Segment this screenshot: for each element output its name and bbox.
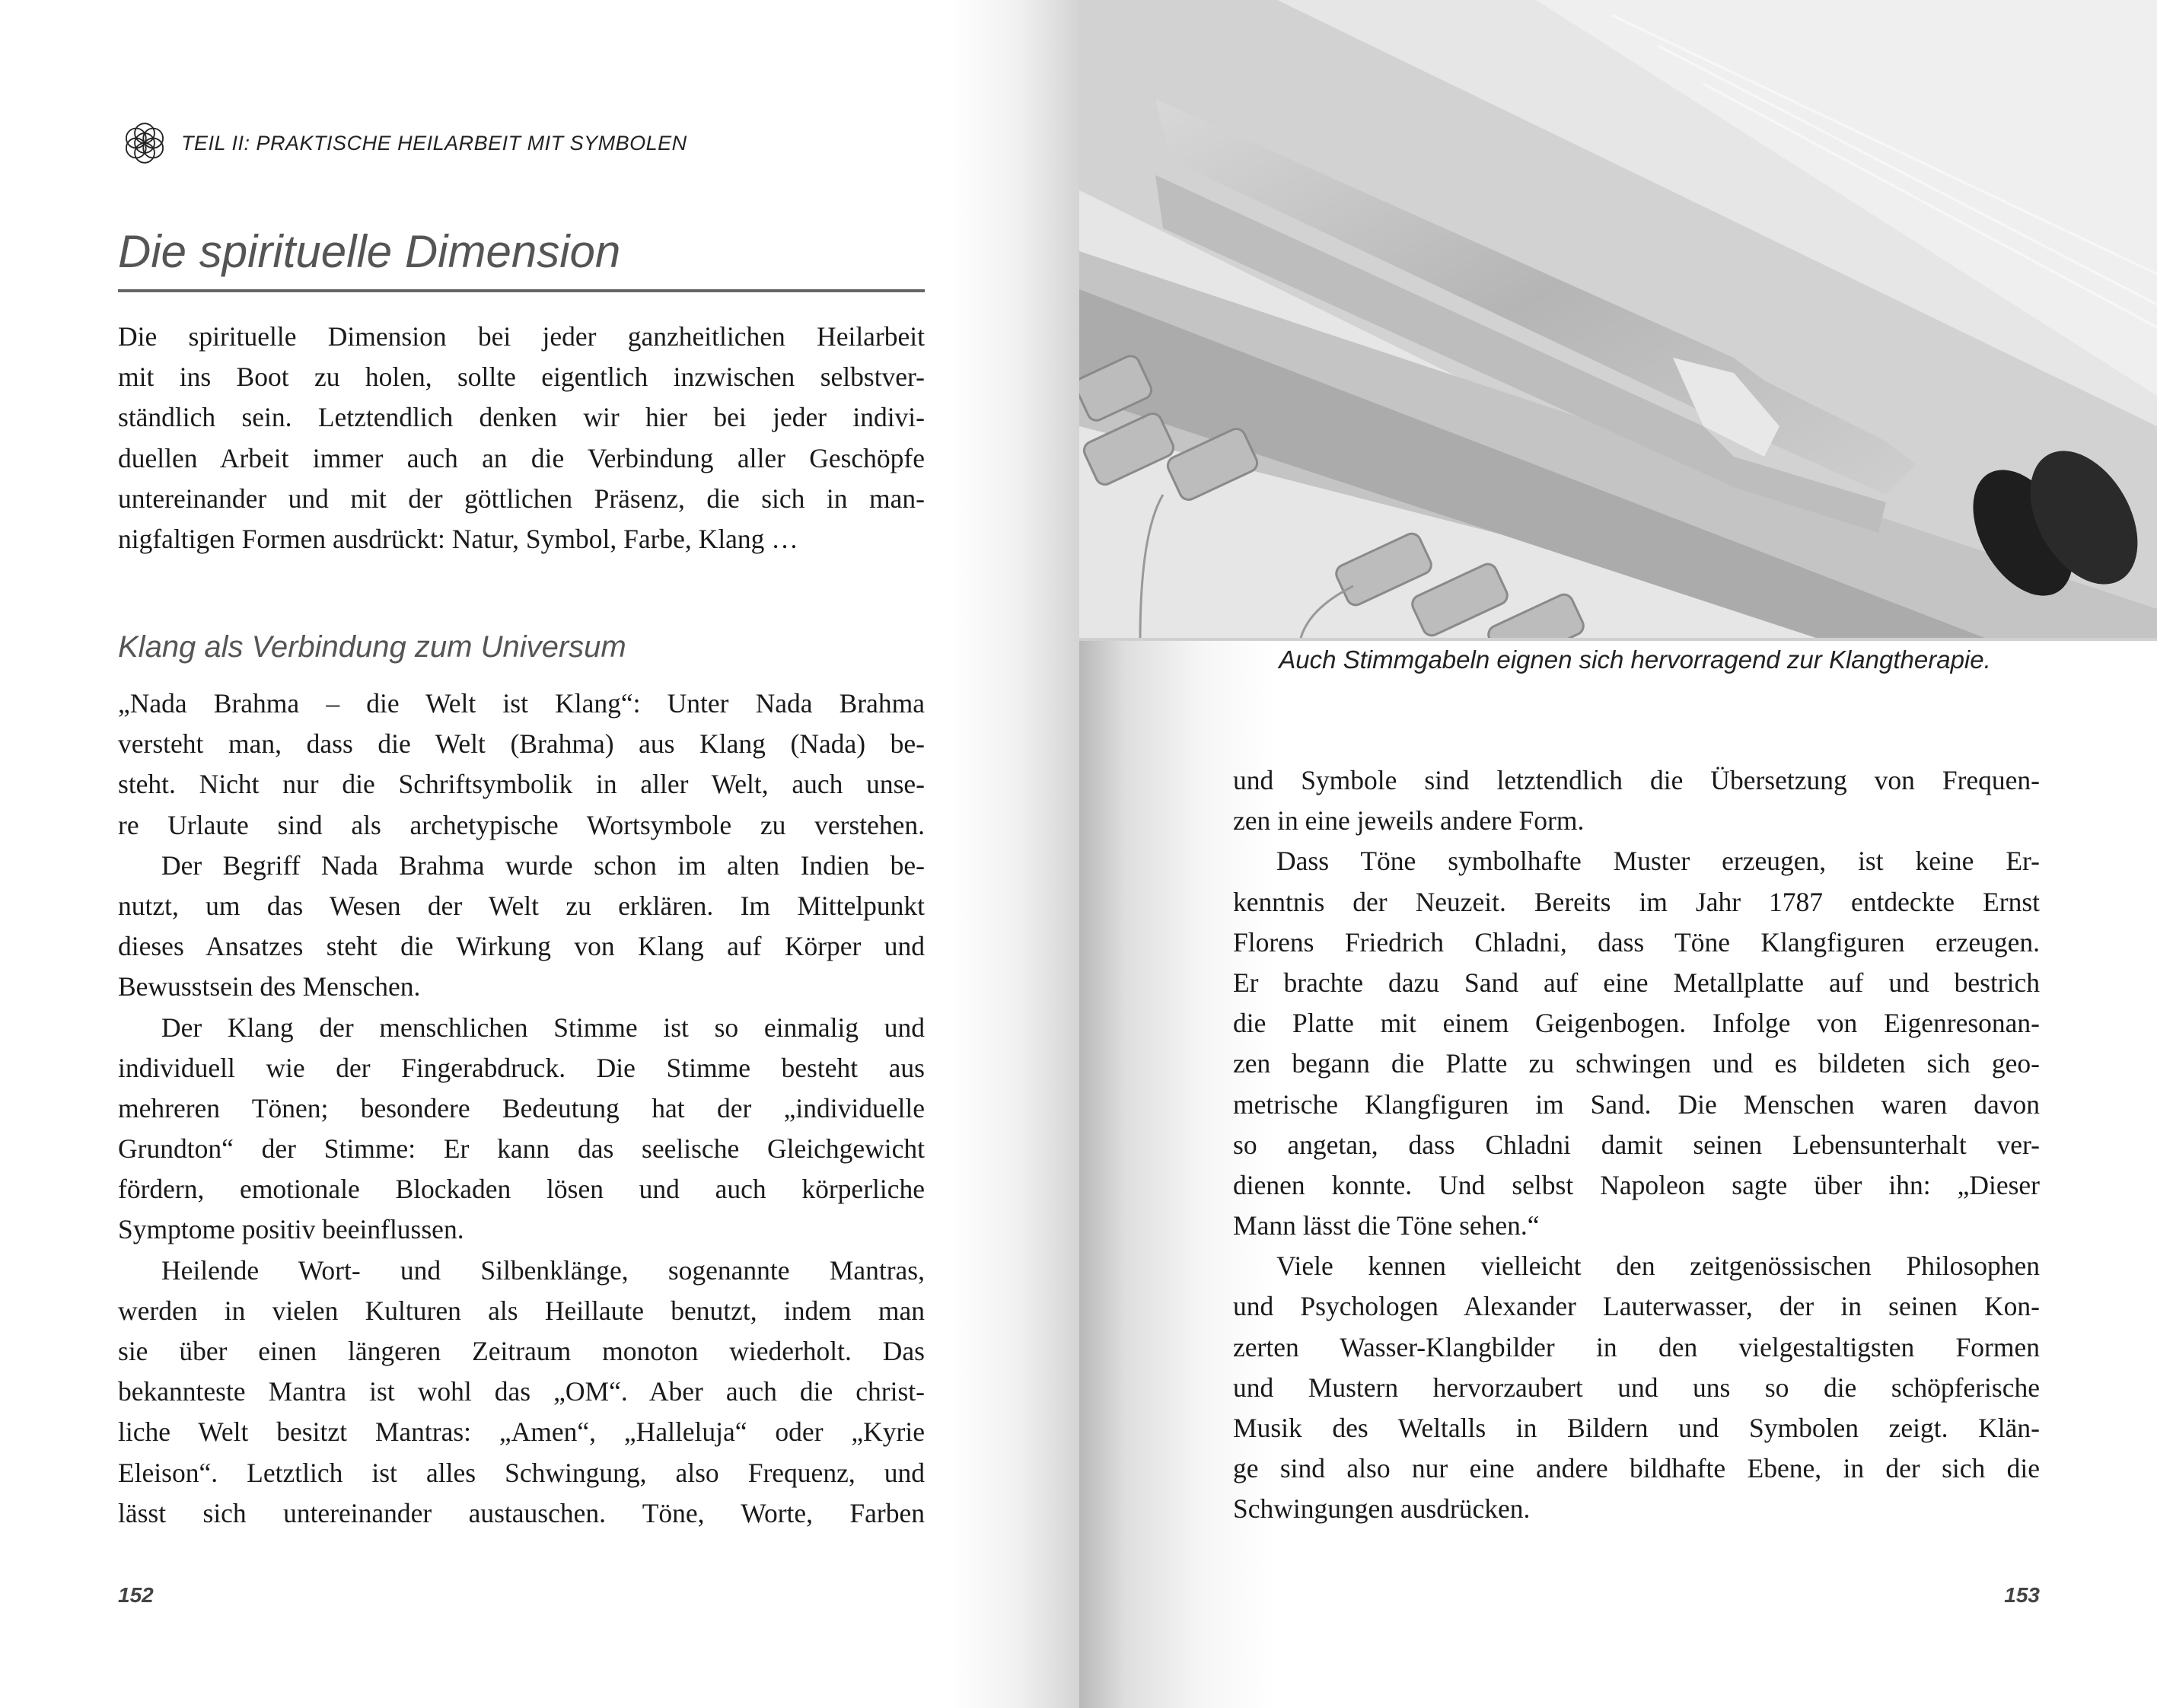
text-line: werden in vielen Kulturen als Heillaute benutzt, indem man: [118, 1295, 925, 1326]
text-line: Schwingungen ausdrücken.: [1233, 1493, 1531, 1525]
text-line: re Urlaute sind als archetypische Wortsymbole zu verstehen.: [118, 809, 925, 840]
text-line: nutzt, um das Wesen der Welt zu erklären. Im Mittelpunkt: [118, 890, 925, 921]
text-line: versteht man, dass die Welt (Brahma) aus Klang (Nada) be-: [118, 728, 925, 760]
text-line: Er brachte dazu Sand auf eine Metallplatte auf und bestrich: [1233, 967, 2040, 998]
text-line: Musik des Weltalls in Bildern und Symbolen zeigt. Klän-: [1233, 1413, 2040, 1443]
text-line: so angetan, dass Chladni damit seinen Lebensunterhalt ver-: [1233, 1129, 2040, 1160]
text-line: dieses Ansatzes steht die Wirkung von Klang auf Körper und: [118, 931, 925, 962]
text-line: Viele kennen vielleicht den zeitgenössischen Philosophen: [1276, 1251, 2040, 1282]
text-line: Bewusstsein des Menschen.: [118, 971, 421, 1002]
text-line: dienen konnte. Und selbst Napoleon sagte über ihn: „Dieser: [1233, 1169, 2040, 1200]
section-title: Die spirituelle Dimension: [118, 226, 621, 277]
text-line: Grundton“ der Stimme: Er kann das seelische Gleichgewicht: [118, 1133, 925, 1165]
text-line: nigfaltigen Formen ausdrückt: Natur, Symbol, Farbe, Klang …: [118, 523, 798, 554]
text-line: Eleison“. Letztlich ist alles Schwingung, also Frequenz, und: [118, 1457, 925, 1488]
text-line: mehreren Tönen; besondere Bedeutung hat der „individuelle: [118, 1092, 925, 1123]
text-line: steht. Nicht nur die Schriftsymbolik in aller Welt, auch unse-: [118, 769, 925, 800]
running-head-text: TEIL II: PRAKTISCHE HEILARBEIT MIT SYMBOLEN: [181, 131, 687, 155]
text-line: Der Klang der menschlichen Stimme ist so einmalig und: [161, 1012, 925, 1043]
text-line: kenntnis der Neuzeit. Bereits im Jahr 1787 entdeckte Ernst: [1233, 886, 2040, 917]
text-line: Florens Friedrich Chladni, dass Töne Klangfiguren erzeugen.: [1233, 926, 2040, 958]
running-head: [116, 114, 687, 172]
text-line: und Symbole sind letztendlich die Übersetzung von Frequen-: [1233, 765, 2040, 795]
text-line: mit ins Boot zu holen, sollte eigentlich inzwischen selbstver-: [118, 362, 925, 393]
text-line: fördern, emotionale Blockaden lösen und auch körperliche: [118, 1174, 925, 1205]
text-line: zen begann die Platte zu schwingen und es bildeten sich geo-: [1233, 1048, 2040, 1079]
text-line: duellen Arbeit immer auch an die Verbindung aller Geschöpfe: [118, 442, 925, 473]
right-body-text: [1233, 760, 2040, 1530]
text-line: Die spirituelle Dimension bei jeder ganzheitlichen Heilarbeit: [118, 321, 925, 352]
text-line: ständlich sein. Letztendlich denken wir hier bei jeder indivi-: [118, 402, 925, 433]
left-body-text: [118, 684, 925, 1534]
text-line: bekannteste Mantra ist wohl das „OM“. Aber auch die christ-: [118, 1376, 925, 1407]
text-line: zerten Wasser-Klangbilder in den vielgestaltigsten Formen: [1233, 1331, 2040, 1362]
subheading: Klang als Verbindung zum Universum: [118, 630, 626, 664]
text-line: Heilende Wort- und Silbenklänge, sogenannte Mantras,: [161, 1254, 925, 1286]
text-line: Symptome positiv beeinflussen.: [118, 1214, 464, 1245]
text-line: lässt sich untereinander austauschen. Töne, Worte, Farben: [118, 1497, 925, 1528]
photo-caption: Auch Stimmgabeln eignen sich hervorragend zur Klangtherapie.: [1279, 645, 1991, 674]
text-line: Der Begriff Nada Brahma wurde schon im alten Indien be-: [161, 849, 925, 881]
text-line: metrische Klangfiguren im Sand. Die Menschen waren davon: [1233, 1088, 2040, 1120]
flower-of-life-icon: [116, 114, 174, 172]
tuning-fork-photo: [1079, 0, 2157, 641]
text-line: die Platte mit einem Geigenbogen. Infolge von Eigenresonan-: [1233, 1008, 2040, 1039]
text-line: „Nada Brahma – die Welt ist Klang“: Unter Nada Brahma: [118, 688, 925, 719]
text-line: zen in eine jeweils andere Form.: [1233, 805, 1585, 836]
text-line: individuell wie der Fingerabdruck. Die Stimme besteht aus: [118, 1052, 925, 1083]
page-number-right: 153: [2004, 1583, 2040, 1607]
title-underline: [118, 289, 925, 292]
intro-text: [118, 317, 925, 559]
text-line: und Mustern hervorzaubert und uns so die schöpferische: [1233, 1372, 2040, 1403]
page-number-left: 152: [118, 1583, 154, 1607]
text-line: liche Welt besitzt Mantras: „Amen“, „Halleluja“ oder „Kyrie: [118, 1416, 925, 1448]
text-line: ge sind also nur eine andere bildhafte Ebene, in der sich die: [1233, 1453, 2040, 1484]
text-line: untereinander und mit der göttlichen Präsenz, die sich in man-: [118, 483, 925, 514]
text-line: Mann lässt die Töne sehen.“: [1233, 1210, 1540, 1241]
text-line: und Psychologen Alexander Lauterwasser, der in seinen Kon-: [1233, 1291, 2040, 1322]
text-line: Dass Töne symbolhafte Muster erzeugen, ist keine Er-: [1276, 846, 2040, 877]
text-line: sie über einen längeren Zeitraum monoton wiederholt. Das: [118, 1336, 925, 1366]
